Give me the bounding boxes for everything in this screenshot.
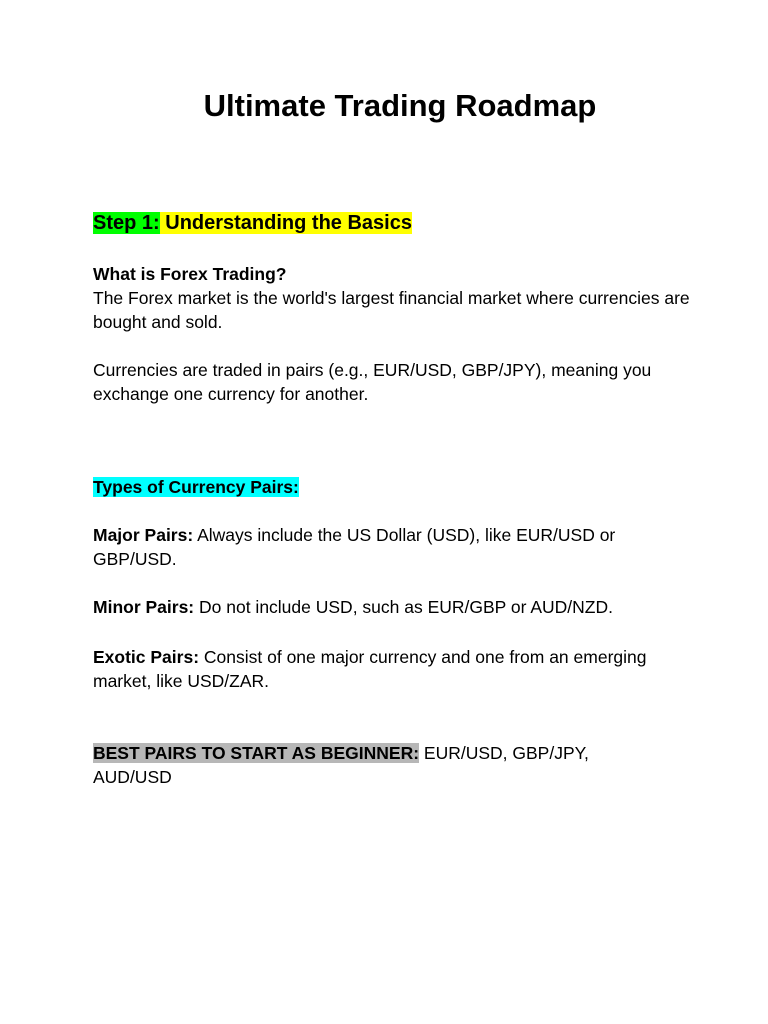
currency-pairs-heading-text: Types of Currency Pairs: (93, 477, 299, 497)
currency-pairs-heading (93, 475, 693, 499)
forex-paragraph-1: The Forex market is the world's largest financial market where currencies are bought and sold. (93, 288, 690, 332)
exotic-pairs-text: Consist of one major currency and one from an emerging market, like USD/ZAR. (93, 647, 647, 691)
step-1-heading (93, 210, 693, 236)
best-pairs-text: EUR/USD, GBP/JPY, AUD/USD (93, 743, 589, 787)
major-pairs-text: Always include the US Dollar (USD), like EUR/USD or GBP/USD. (93, 525, 616, 569)
major-pairs-label: Major Pairs: (93, 525, 194, 545)
minor-pairs-label: Minor Pairs: (93, 597, 195, 617)
minor-pairs-item (93, 595, 693, 619)
forex-heading: What is Forex Trading? (93, 264, 287, 284)
exotic-pairs-label: Exotic Pairs: (93, 647, 200, 667)
step-1-label: Step 1: (93, 212, 160, 234)
exotic-pairs-item (93, 645, 693, 693)
step-1-title: Understanding the Basics (159, 212, 412, 234)
minor-pairs-text: Do not include USD, such as EUR/GBP or AUD/NZD. (194, 597, 613, 617)
best-pairs-label: BEST PAIRS TO START AS BEGINNER: (93, 743, 420, 763)
major-pairs-item (93, 523, 693, 571)
page-title: Ultimate Trading Roadmap (203, 88, 597, 123)
best-pairs-item (93, 741, 633, 789)
forex-paragraph-2: Currencies are traded in pairs (e.g., EUR/USD, GBP/JPY), meaning you exchange one currency for another. (93, 360, 652, 404)
